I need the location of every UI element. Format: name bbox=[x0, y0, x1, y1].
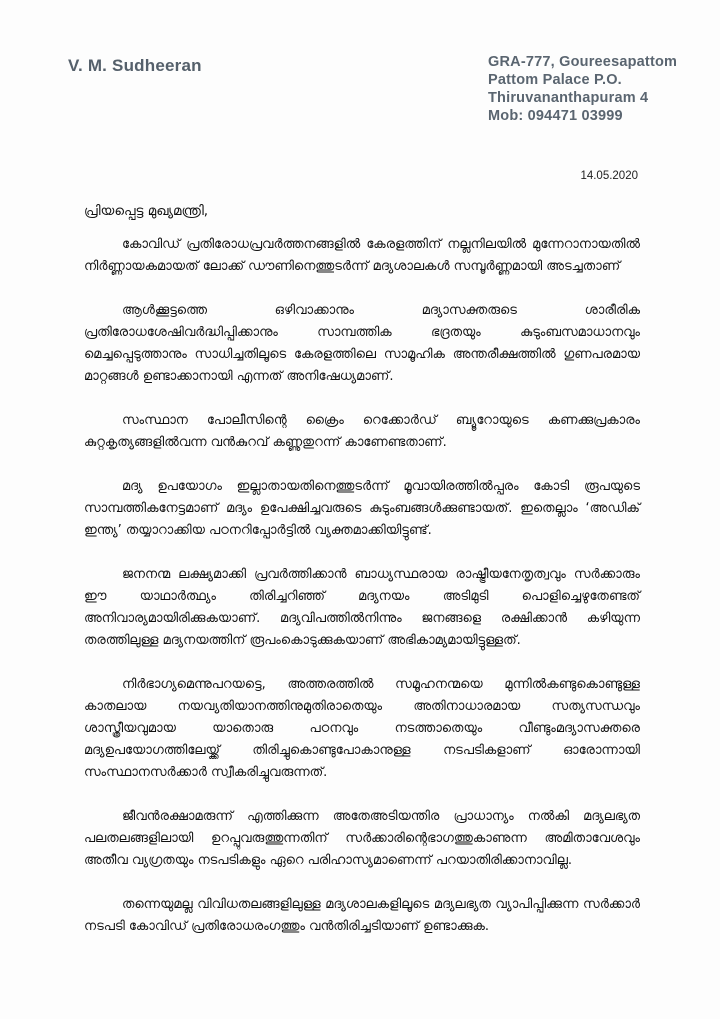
phone-number: Mob: 094471 03999 bbox=[488, 108, 623, 124]
paragraph: ജനനന്മ ലക്ഷ്യമാക്കി പ്രവർത്തിക്കാൻ ബാധ്യസ്ഥരായ രാഷ്ട്രീയനേതൃത്വവും സർക്കാരും ഈ യാഥാർത്ഥ്യം തിരിച്ചറിഞ്ഞ് മദ്യനയം അടിമുടി പൊളിച്ചെഴുതേണ്ടത് അനിവാര്യമായിരിക്കുകയാണ്. മദ്യവിപത്തിൽനിന്നും ജനങ്ങളെ രക്ഷിക്കാൻ കഴിയുന്ന തരത്തിലുള്ള മദ്യനയത്തിന് രൂപംകൊടുക്കുകയാണ് അഭികാമ്യമായിട്ടുള്ളത്. bbox=[84, 567, 640, 648]
address-line: GRA-777, Goureesapattom bbox=[488, 54, 678, 70]
paragraph: ജീവൻരക്ഷാമരുന്ന് എത്തിക്കുന്ന അതേഅടിയന്തിര പ്രാധാന്യം നൽകി മദ്യലഭ്യത പലതലങ്ങളിലായി ഉറപ്പുവരുത്തുന്നതിന് സർക്കാരിന്റെഭാഗത്തുകാണുന്ന അമിതാവേശവും അതീവ വ്യഗ്രതയും നടപടികളും ഏറെ പരിഹാസ്യമാണെന്ന് പറയാതിരിക്കാനാവില്ല. bbox=[84, 809, 640, 868]
letter-body bbox=[84, 234, 640, 960]
letter-date: 14.05.2020 bbox=[580, 170, 638, 182]
paragraph: സംസ്ഥാന പോലീസിന്റെ ക്രൈം റെക്കോർഡ് ബ്യൂറോയുടെ കണക്കുപ്രകാരം കുറ്റകൃത്യങ്ങളിൽവന്ന വൻകുറവ് കണ്ണുതുറന്ന് കാണേണ്ടതാണ്. bbox=[84, 413, 640, 450]
sender-address bbox=[488, 53, 677, 125]
paragraph: ആൾക്കൂട്ടത്തെ ഒഴിവാക്കാനും മദ്യാസക്തരുടെ ശാരീരിക പ്രതിരോധശേഷിവർദ്ധിപ്പിക്കാനും സാമ്പത്തിക ഭദ്രതയും കുടുംബസമാധാനവും മെച്ചപ്പെടുത്താനും സാധിച്ചതിലൂടെ കേരളത്തിലെ സാമൂഹിക അന്തരീക്ഷത്തിൽ ഗുണപരമായ മാറ്റങ്ങൾ ഉണ്ടാക്കാനായി എന്നത് അനിഷേധ്യമാണ്. bbox=[84, 303, 640, 384]
salutation: പ്രിയപ്പെട്ട മുഖ്യമന്ത്രി, bbox=[84, 203, 209, 219]
paragraph: കോവിഡ് പ്രതിരോധപ്രവർത്തനങ്ങളിൽ കേരളത്തിന് നല്ലനിലയിൽ മുന്നേറാനായതിൽ നിർണ്ണായകമായത് ലോക്ക് ഡൗണിനെത്തുടർന്ന് മദ്യശാലകൾ സമ്പൂർണ്ണമായി അടച്ചതാണ് bbox=[84, 237, 640, 274]
address-line: Pattom Palace P.O. bbox=[488, 72, 622, 88]
paragraph: തന്നെയുമല്ല വിവിധതലങ്ങളിലുള്ള മദ്യശാലകളിലൂടെ മദ്യലഭ്യത വ്യാപിപ്പിക്കുന്ന സർക്കാർ നടപടി കോവിഡ് പ്രതിരോധരംഗത്തും വൻതിരിച്ചടിയാണ് ഉണ്ടാക്കുക. bbox=[84, 897, 640, 934]
paragraph: മദ്യ ഉപയോഗം ഇല്ലാതായതിനെത്തുടർന്ന് മൂവായിരത്തിൽപ്പരം കോടി രൂപയുടെ സാമ്പത്തികനേട്ടമാണ് മദ്യം ഉപേക്ഷിച്ചവരുടെ കുടുംബങ്ങൾക്കുണ്ടായത്. ഇതെല്ലാം ‘അഡിക് ഇന്ത്യ’ തയ്യാറാക്കിയ പഠനറിപ്പോർട്ടിൽ വ്യക്തമാക്കിയിട്ടുണ്ട്. bbox=[84, 479, 640, 538]
paragraph: നിർഭാഗ്യമെന്നുപറയട്ടെ, അത്തരത്തിൽ സമൂഹനന്മയെ മുന്നിൽകണ്ടുകൊണ്ടുള്ള കാതലായ നയവ്യതിയാനത്തിനുമുതിരാതെയും അതിനാധാരമായ സത്യസന്ധവും ശാസ്ത്രീയവുമായ യാതൊരു പഠനവും നടത്താതെയും വീണ്ടുംമദ്യാസക്തരെ മദ്യഉപയോഗത്തിലേയ്ക്ക് തിരിച്ചുകൊണ്ടുപോകാനുള്ള നടപടികളാണ് ഓരോന്നായി സംസ്ഥാനസർക്കാർ സ്വീകരിച്ചുവരുന്നത്. bbox=[84, 677, 640, 780]
sender-name: V. M. Sudheeran bbox=[68, 56, 202, 75]
address-line: Thiruvananthapuram 4 bbox=[488, 90, 649, 106]
